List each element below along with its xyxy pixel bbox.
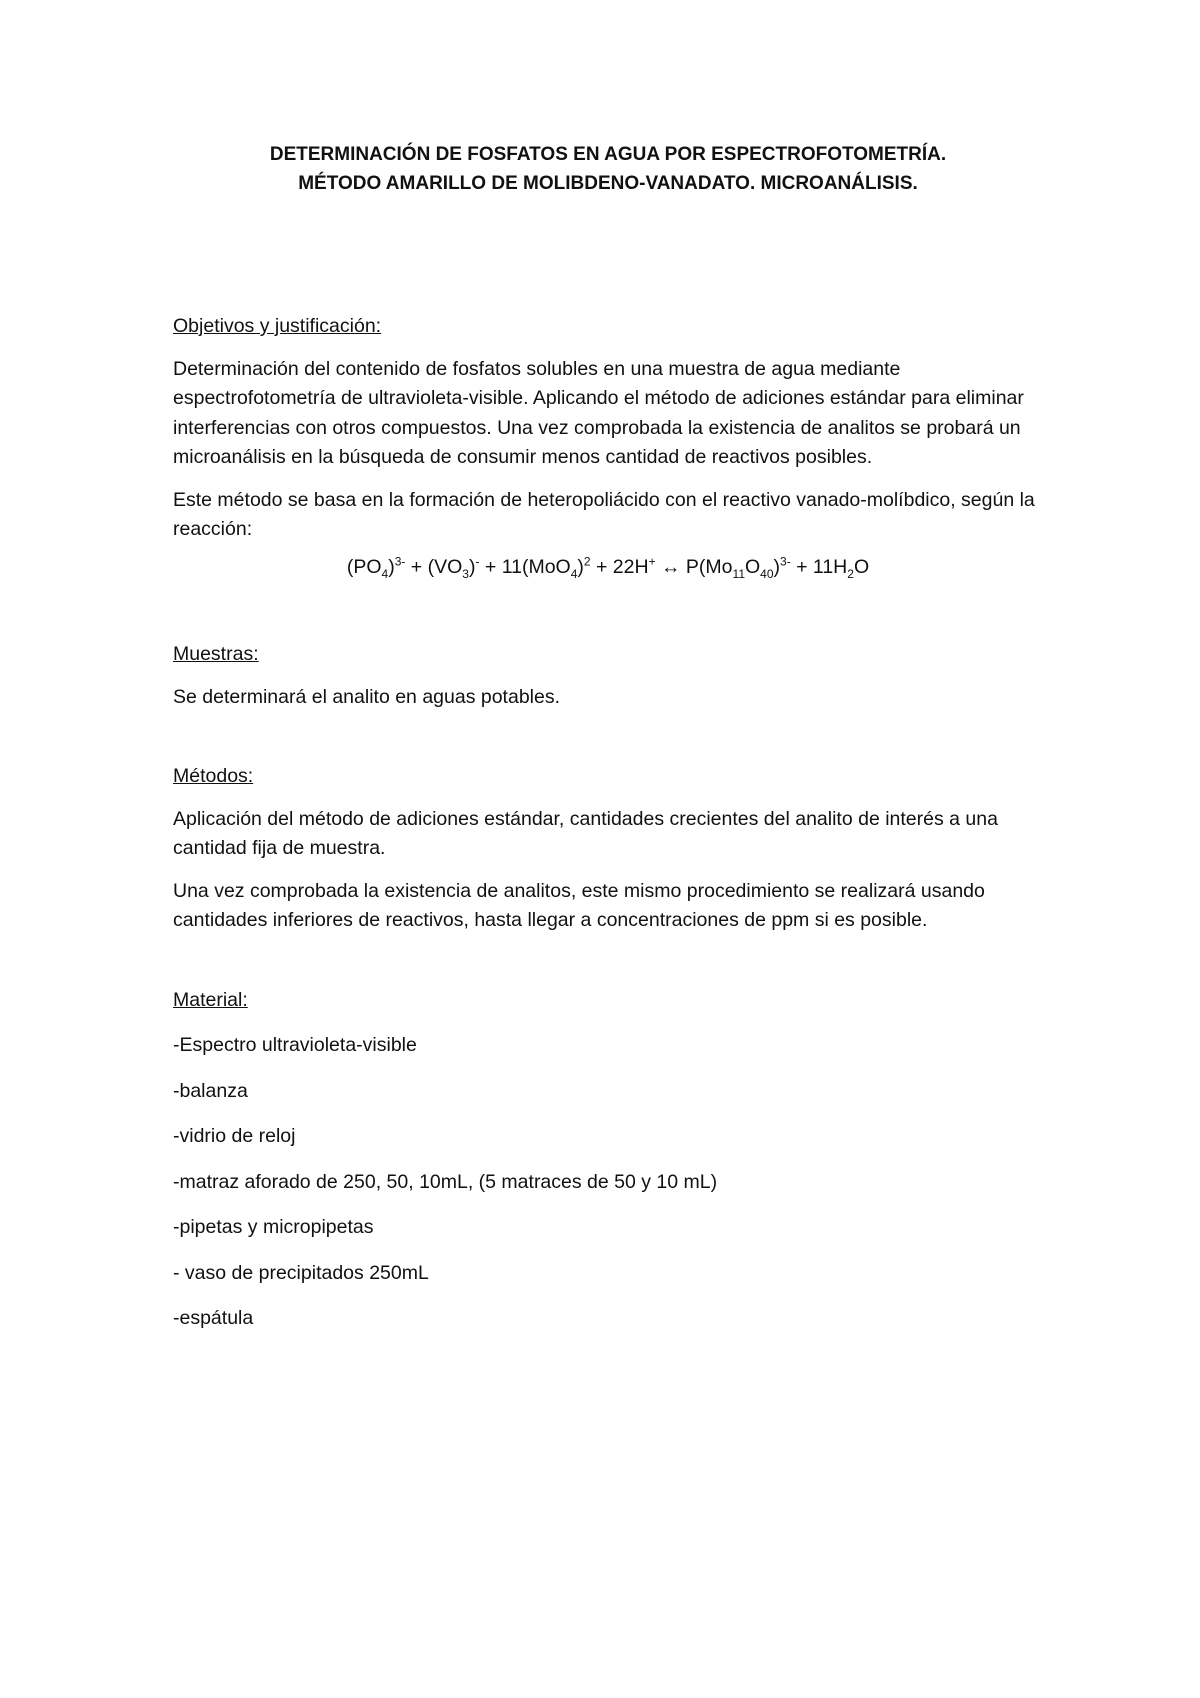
eq-sub: 11: [732, 566, 745, 581]
objetivos-paragraph-1: Determinación del contenido de fosfatos solubles en una muestra de agua mediante espectrofotometría de ultravioleta-visible. Aplicando el método de adiciones estándar para eliminar interferencias con otros compuestos. Una vez comprobada la existencia de analitos se probará un microanálisis en la búsqueda de consumir menos cantidad de reactivos posibles.: [173, 357, 1024, 468]
material-item: -vidrio de reloj: [173, 1125, 296, 1147]
eq-text: + 11H: [790, 555, 848, 578]
material-item: -Espectro ultravioleta-visible: [173, 1034, 417, 1056]
metodos-paragraph-2: Una vez comprobada la existencia de analitos, este mismo procedimiento se realizará usando cantidades inferiores de reactivos, hasta llegar a concentraciones de ppm si es posible.: [173, 879, 985, 931]
eq-text: ): [577, 555, 584, 578]
eq-text: O: [745, 555, 761, 578]
muestras-heading: Muestras:: [173, 643, 259, 665]
eq-text: ): [773, 555, 781, 578]
eq-text: ↔ P(Mo: [655, 555, 733, 578]
eq-sup: -: [475, 554, 480, 568]
muestras-paragraph: Se determinará el analito en aguas potables.: [173, 685, 561, 708]
eq-text: (PO: [346, 555, 382, 578]
eq-sub: 40: [760, 566, 774, 581]
eq-sup: +: [648, 554, 656, 568]
material-item: -matraz aforado de 250, 50, 10mL, (5 matraces de 50 y 10 mL): [173, 1170, 718, 1193]
eq-sub: 2: [847, 566, 854, 581]
metodos-paragraph-1: Aplicación del método de adiciones estándar, cantidades crecientes del analito de interés a una cantidad fija de muestra.: [173, 807, 998, 859]
eq-sup: 3-: [780, 554, 791, 568]
material-item: - vaso de precipitados 250mL: [173, 1261, 429, 1284]
eq-text: O: [853, 555, 870, 578]
material-item: -balanza: [173, 1079, 248, 1102]
material-item: -espátula: [173, 1307, 254, 1329]
objetivos-heading: Objetivos y justificación:: [173, 315, 382, 337]
eq-sub: 3: [462, 566, 469, 581]
eq-text: + (VO: [405, 555, 463, 578]
eq-sub: 4: [570, 566, 578, 581]
reaction-equation: [173, 553, 1043, 583]
objetivos-paragraph-2: Este método se basa en la formación de heteropoliácido con el reactivo vanado-molíbdico, según la reacción:: [173, 488, 1035, 540]
eq-text: ): [468, 555, 476, 578]
material-heading: Material:: [173, 988, 248, 1011]
material-item: -pipetas y micropipetas: [173, 1216, 374, 1238]
metodos-heading: Métodos:: [173, 765, 254, 787]
document-title-line-2: MÉTODO AMARILLO DE MOLIBDENO-VANADATO. MICROANÁLISIS.: [298, 173, 918, 194]
document-body: [173, 140, 1043, 1334]
eq-text: + 22H: [590, 555, 649, 578]
eq-text: + 11(MoO: [479, 555, 571, 578]
document-title-line-1: DETERMINACIÓN DE FOSFATOS EN AGUA POR ESPECTROFOTOMETRÍA.: [269, 144, 947, 165]
eq-sub: 4: [381, 566, 389, 581]
eq-sup: 2: [583, 554, 591, 568]
eq-sup: 3-: [394, 554, 406, 568]
eq-text: ): [388, 555, 395, 578]
